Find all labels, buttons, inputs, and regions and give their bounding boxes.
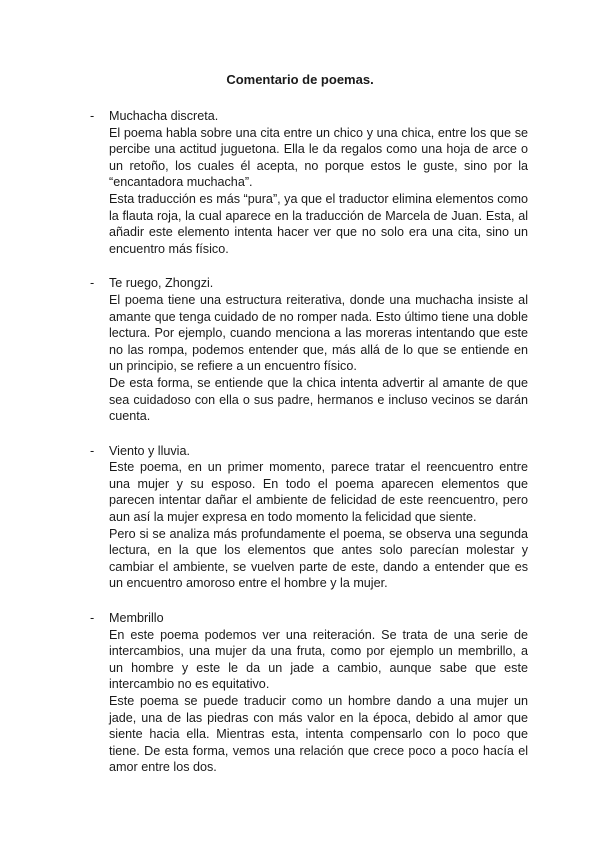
section-paragraph: El poema tiene una estructura reiterativa, donde una muchacha insiste al amante que tenga cuidado de no romper nada. Esto último tiene una doble lectura. Por ejemplo, cuando menciona a las moreras intentando que este no las rompa, podemos entender que, más allá de lo que se entiende en un principio, se refiere a un encuentro físico.	[109, 292, 528, 374]
section-body	[109, 275, 528, 424]
section-muchacha-discreta	[90, 108, 528, 257]
section-bullet: -	[90, 109, 95, 123]
section-paragraph: El poema habla sobre una cita entre un chico y una chica, entre los que se percibe una actitud juguetona. Ella le da regalos como una hoja de arce o un retoño, los cuales él acepta, no porque estos le guste, sino por la “encantadora muchacha”.	[109, 125, 528, 190]
section-title: Membrillo	[109, 611, 164, 626]
section-paragraph: Esta traducción es más “pura”, ya que el traductor elimina elementos como la flauta roja, la cual aparece en la traducción de Marcela de Juan. Esta, al añadir este elemento intenta hacer ver que no solo era una cita, sino un encuentro más físico.	[109, 191, 528, 256]
section-paragraph: De esta forma, se entiende que la chica intenta advertir al amante de que sea cuidadoso con ella o sus padre, hermanos e incluso vecinos se darán cuenta.	[109, 375, 528, 424]
document-title: Comentario de poemas.	[226, 72, 374, 87]
section-te-ruego-zhongzi	[90, 275, 528, 424]
section-title: Viento y lluvia.	[109, 443, 190, 458]
section-paragraph: Pero si se analiza más profundamente el poema, se observa una segunda lectura, en la que los elementos que antes solo parecían molestar y cambiar el ambiente, se vuelven parte de este, dando a entender que es un encuentro amoroso entre el hombre y la mujer.	[109, 526, 528, 591]
section-membrillo	[90, 610, 528, 776]
document-content	[90, 108, 528, 794]
section-body	[109, 610, 528, 776]
section-bullet: -	[90, 611, 95, 626]
section-title: Muchacha discreta.	[109, 109, 219, 123]
section-bullet: -	[90, 443, 95, 458]
section-body	[109, 443, 528, 592]
section-paragraph: Este poema, en un primer momento, parece tratar el reencuentro entre una mujer y su esposo. En todo el poema aparecen elementos que parecen intentar dañar el ambiente de felicidad de este reencuentro, pero aun así la mujer expresa en todo momento la felicidad que siente.	[109, 460, 528, 525]
section-title: Te ruego, Zhongzi.	[109, 276, 214, 291]
section-viento-y-lluvia	[90, 443, 528, 592]
section-paragraph: En este poema podemos ver una reiteración. Se trata de una serie de intercambios, una mujer da una fruta, como por ejemplo un membrillo, a un hombre y este le da un jade a cambio, aunque sabe que este intercambio no es equitativo.	[109, 627, 528, 692]
section-body	[109, 108, 528, 257]
section-paragraph: Este poema se puede traducir como un hombre dando a una mujer un jade, una de las piedras con más valor en la época, debido al amor que siente hacia ella. Mientras esta, intenta compensarlo con lo poco que tiene. De esta forma, vemos una relación que crece poco a poco hacía el amor entre los dos.	[109, 694, 528, 775]
section-bullet: -	[90, 276, 95, 291]
